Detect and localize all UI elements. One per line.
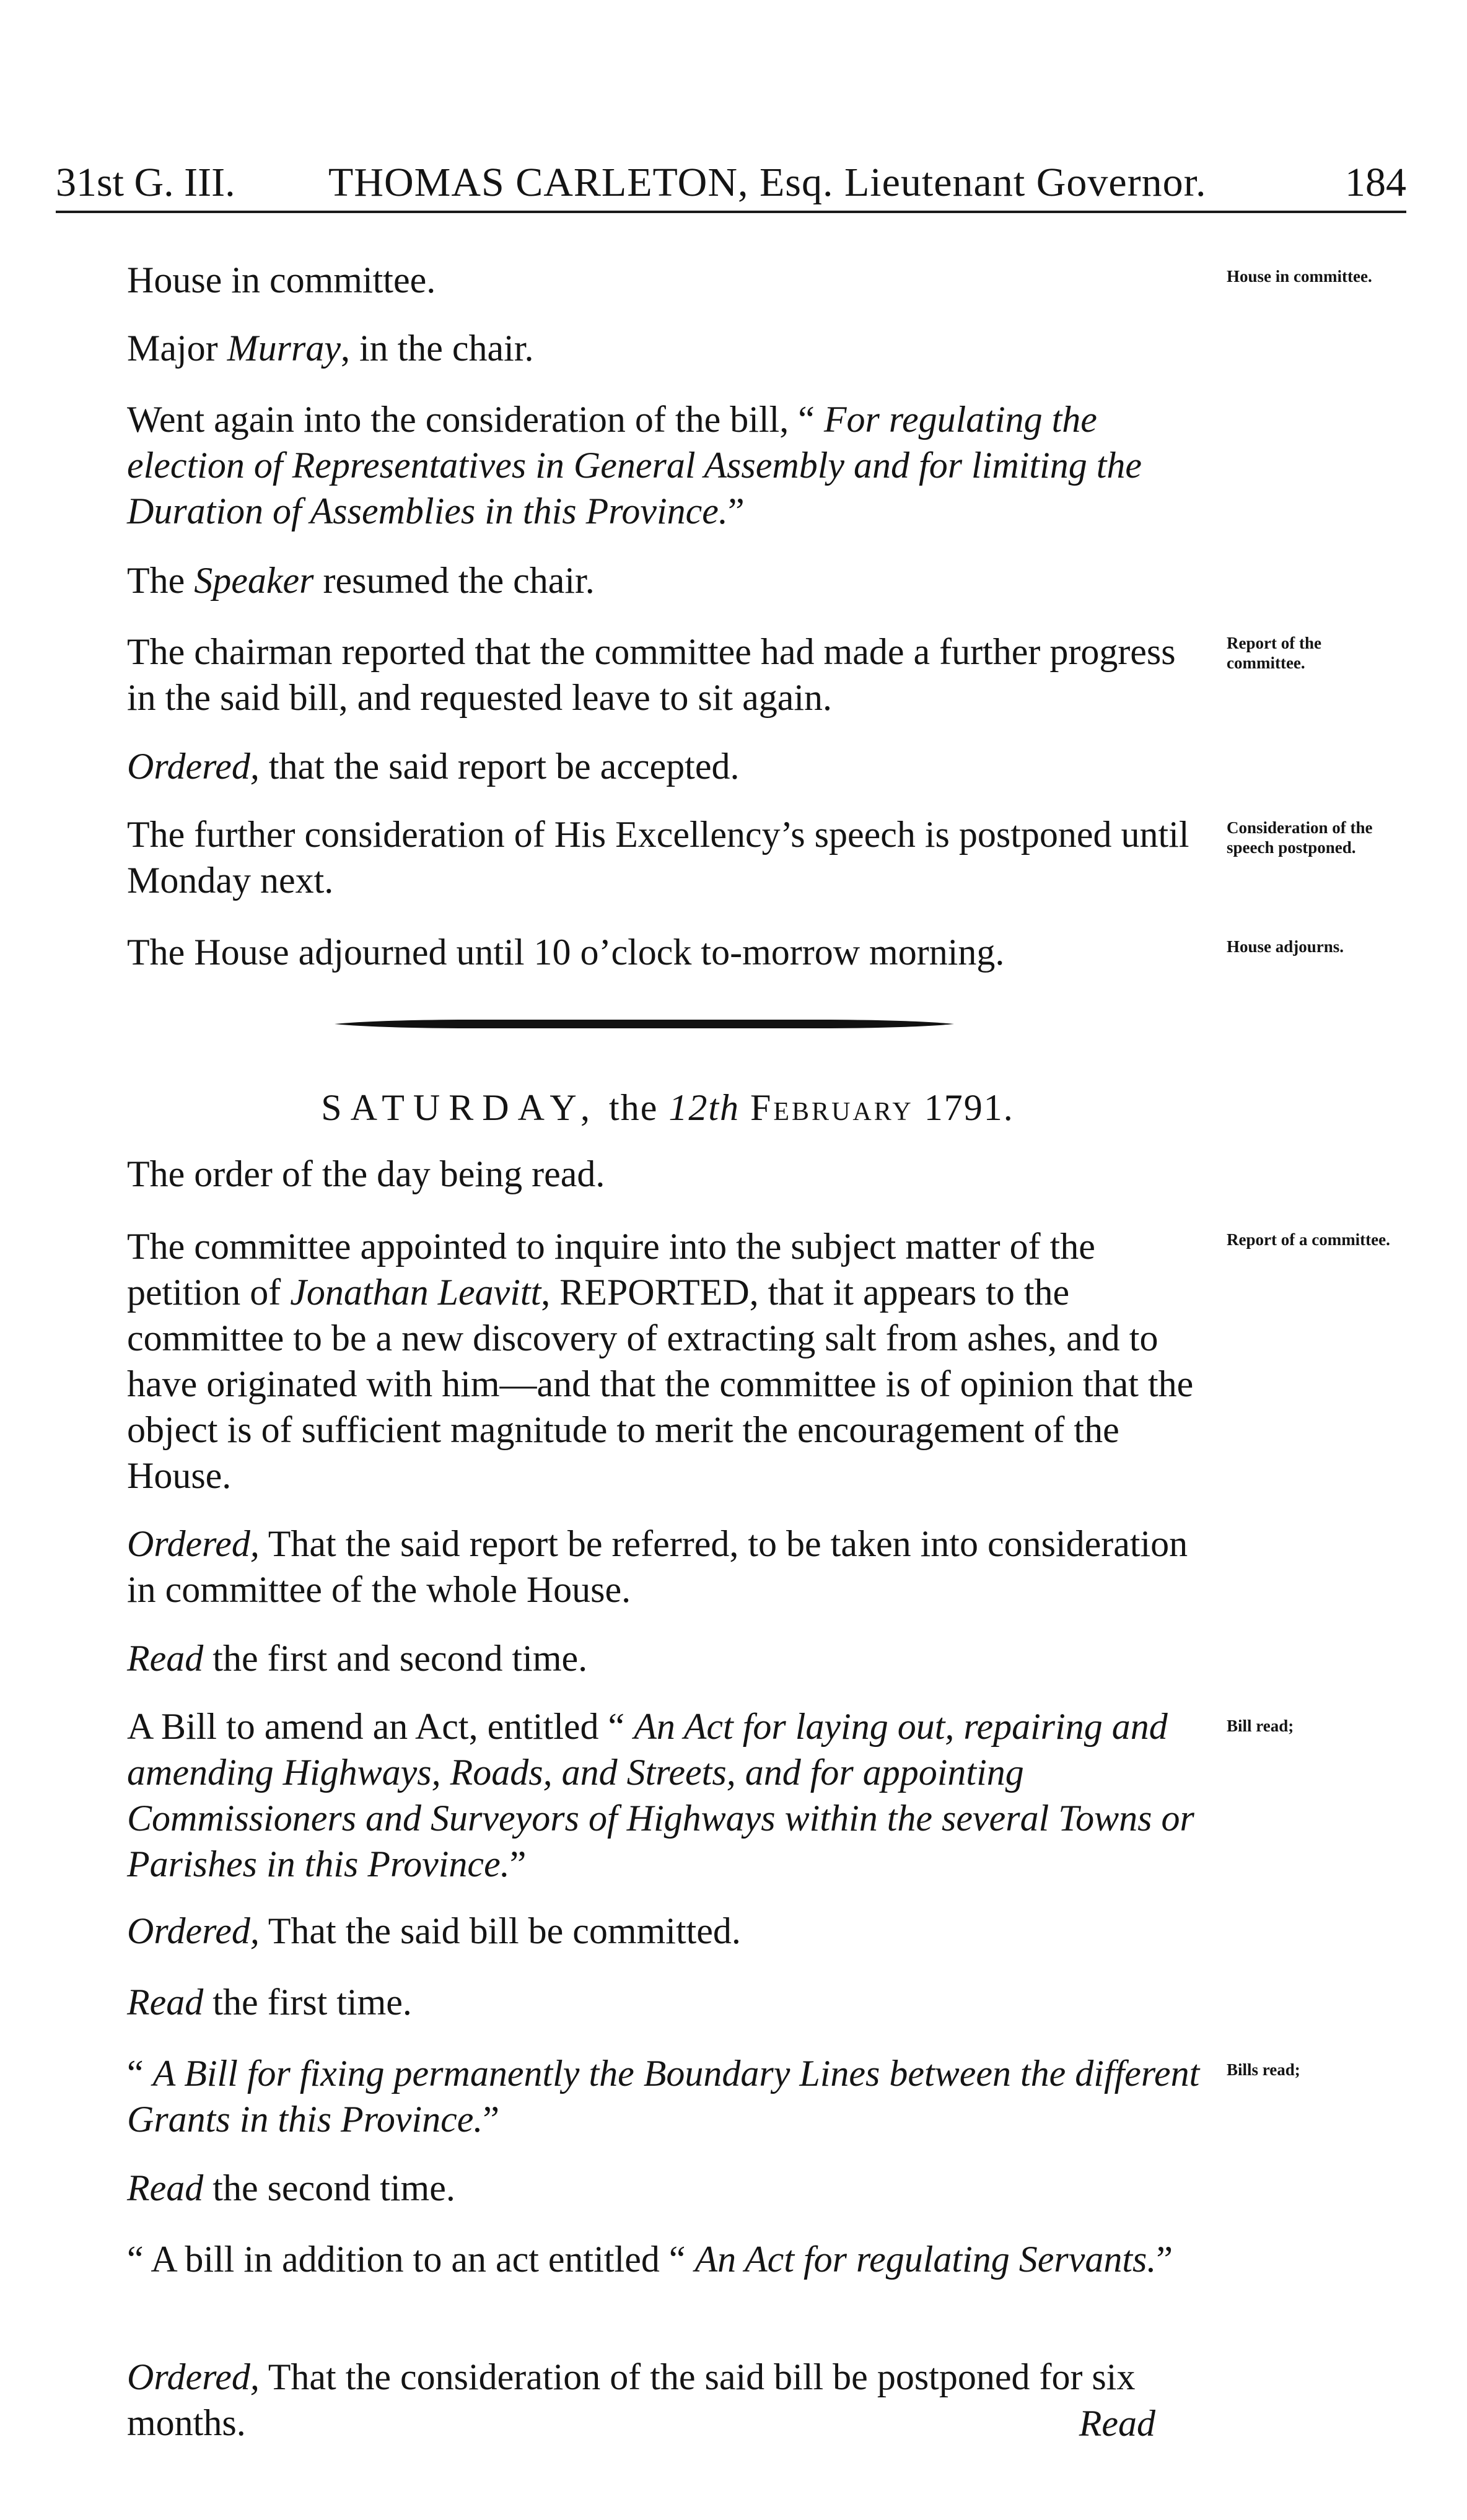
paragraph-house-adjourned: The House adjourned until 10 o’clock to-morrow morning. — [127, 932, 1005, 973]
paragraph-highways-bill: A Bill to amend an Act, entitled “ An Act for laying out, repairing and amending Highways, Roads, and Streets, and for appointing Commissioners and Surveyors of Highways within the several Towns or Parishes in this Province.” — [127, 1706, 1194, 1884]
margin-note-house-adjourns: House adjourns. — [1227, 937, 1344, 956]
catchword: Read — [1079, 2403, 1155, 2444]
reign-label: 31st G. III. — [56, 160, 235, 205]
day-name: SATURDAY, — [321, 1087, 599, 1128]
paragraph-leavitt-report: The committee appointed to inquire into the subject matter of the petition of Jonathan Leavitt, REPORTED, that it appears to the committee to be a new discovery of extracting salt from ashes, and to have originated with him—and that the committee is of opinion that the object is of sufficient magnitude to merit the encouragement of the House. — [127, 1226, 1194, 1496]
page-number: 184 — [1345, 160, 1406, 205]
margin-note-speech-postponed: Consideration of the speech postponed. — [1227, 818, 1373, 857]
paragraph-read-first-second: Read the first and second time. — [127, 1638, 588, 1679]
paragraph-boundary-bill: “ A Bill for fixing permanently the Boundary Lines between the different Grants in this Province.” — [127, 2053, 1200, 2140]
paragraph-report-referred: Ordered, That the said report be referred, to be taken into consideration in committee of the whole House. — [127, 1523, 1188, 1610]
paragraph-servants-bill: “ A bill in addition to an act entitled “ An Act for regulating Servants.” — [127, 2239, 1173, 2280]
paragraph-read-second-time: Read the second time. — [127, 2168, 455, 2208]
day-date: 12th — [668, 1087, 740, 1128]
day-month: February — [750, 1087, 914, 1128]
paragraph-speech-postponed: The further consideration of His Excellency’s speech is postponed until Monday next. — [127, 814, 1189, 901]
running-header — [56, 155, 1406, 213]
paragraph-postponed-six-months: Ordered, That the consideration of the said bill be postponed for six months. — [127, 2356, 1136, 2443]
paragraph-speaker-resumed: The Speaker resumed the chair. — [127, 560, 595, 601]
paragraph-read-first-time: Read the first time. — [127, 1982, 412, 2023]
margin-note-house-in-committee: House in committee. — [1227, 267, 1372, 286]
paragraph-order-of-day: The order of the day being read. — [127, 1153, 605, 1194]
margin-note-bill-read: Bill read; — [1227, 1717, 1294, 1735]
section-divider-rule — [335, 1018, 954, 1030]
day-heading — [127, 1083, 1208, 1132]
day-year: 1791. — [924, 1087, 1014, 1128]
margin-note-bills-read: Bills read; — [1227, 2060, 1300, 2079]
paragraph-bill-consideration: Went again into the consideration of the bill, “ For regulating the election of Representatives in General Assembly and for limiting the Duration of Assemblies in this Province.” — [127, 399, 1142, 532]
day-the: the — [609, 1087, 659, 1128]
margin-note-report-of-committee: Report of the committee. — [1227, 634, 1321, 672]
paragraph-chairman: Major Murray, in the chair. — [127, 328, 534, 369]
margin-note-report-of-a-committee: Report of a committee. — [1227, 1230, 1390, 1249]
paragraph-bill-committed: Ordered, That the said bill be committed. — [127, 1910, 741, 1951]
governor-title: THOMAS CARLETON, Esq. Lieutenant Governor. — [328, 160, 1207, 205]
paragraph-house-in-committee: House in committee. — [127, 260, 436, 300]
paragraph-report-accepted: Ordered, that the said report be accepted. — [127, 746, 740, 787]
paragraph-chairman-report: The chairman reported that the committee had made a further progress in the said bill, and requested leave to sit again. — [127, 631, 1176, 718]
